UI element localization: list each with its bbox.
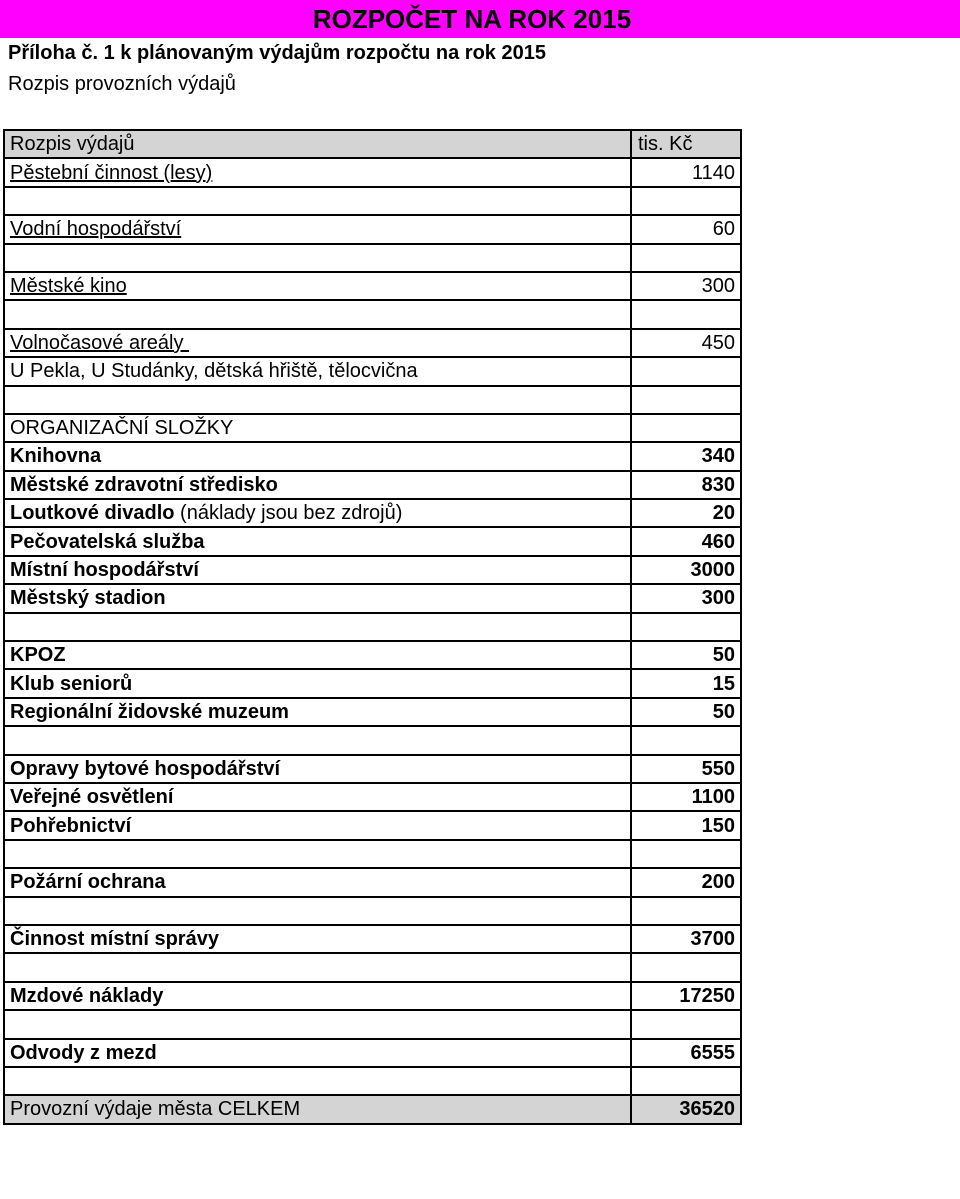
table-row [4, 982, 741, 1010]
table-row [4, 442, 741, 470]
row-value: 550 [631, 755, 741, 783]
row-label-main: Loutkové divadlo [10, 502, 175, 525]
row-label: Místní hospodářství [4, 556, 631, 584]
row-label: Mzdové náklady [4, 982, 631, 1010]
row-label: Regionální židovské muzeum [4, 698, 631, 726]
table-row [4, 783, 741, 811]
row-value: 1140 [631, 158, 741, 186]
table-row-empty [4, 613, 741, 641]
row-label: Volnočasové areály [4, 329, 631, 357]
row-value: 17250 [631, 982, 741, 1010]
table-row [4, 584, 741, 612]
header-unit: tis. Kč [631, 130, 741, 158]
table-row [4, 414, 741, 442]
table-row [4, 158, 741, 186]
total-value: 36520 [631, 1095, 741, 1123]
subtitle-breakdown: Rozpis provozních výdajů [8, 73, 236, 95]
table-row [4, 357, 741, 385]
table-row [4, 698, 741, 726]
row-value [631, 414, 741, 442]
row-label: Odvody z mezd [4, 1039, 631, 1067]
row-value: 450 [631, 329, 741, 357]
row-value: 340 [631, 442, 741, 470]
table-row [4, 669, 741, 697]
table-row [4, 215, 741, 243]
table-row [4, 641, 741, 669]
table-row-empty [4, 840, 741, 868]
row-value: 460 [631, 527, 741, 555]
table-row [4, 811, 741, 839]
row-value: 3700 [631, 925, 741, 953]
row-value: 830 [631, 471, 741, 499]
table-row [4, 329, 741, 357]
section-heading: ORGANIZAČNÍ SLOŽKY [4, 414, 631, 442]
table-row [4, 925, 741, 953]
row-label: Městské kino [4, 272, 631, 300]
table-row-empty [4, 1010, 741, 1038]
total-row [4, 1095, 741, 1123]
row-value: 60 [631, 215, 741, 243]
table-row [4, 499, 741, 527]
row-label: Vodní hospodářství [4, 215, 631, 243]
table-row [4, 1039, 741, 1067]
row-value: 20 [631, 499, 741, 527]
table-row-empty [4, 726, 741, 754]
table-row [4, 556, 741, 584]
row-label: Knihovna [4, 442, 631, 470]
row-label: Činnost místní správy [4, 925, 631, 953]
row-value: 50 [631, 698, 741, 726]
row-label: Městský stadion [4, 584, 631, 612]
table-row-empty [4, 897, 741, 925]
row-label-note: (náklady jsou bez zdrojů) [180, 502, 403, 525]
row-value: 3000 [631, 556, 741, 584]
table-row-empty [4, 244, 741, 272]
row-value [631, 357, 741, 385]
header-label: Rozpis výdajů [4, 130, 631, 158]
table-row-empty [4, 187, 741, 215]
subtitle-attachment: Příloha č. 1 k plánovaným výdajům rozpočtu na rok 2015 [8, 42, 546, 64]
row-value: 200 [631, 868, 741, 896]
row-label: Pohřebnictví [4, 811, 631, 839]
budget-table [3, 129, 742, 1125]
table-row [4, 868, 741, 896]
row-value: 150 [631, 811, 741, 839]
row-value: 6555 [631, 1039, 741, 1067]
title-banner [0, 0, 960, 38]
row-value: 1100 [631, 783, 741, 811]
table-row-empty [4, 300, 741, 328]
row-label: U Pekla, U Studánky, dětská hřiště, tělocvična [4, 357, 631, 385]
row-label: Pěstební činnost (lesy) [4, 158, 631, 186]
row-label: Městské zdravotní středisko [4, 471, 631, 499]
table-row [4, 755, 741, 783]
row-value: 50 [631, 641, 741, 669]
total-label: Provozní výdaje města CELKEM [4, 1095, 631, 1123]
row-label: Klub seniorů [4, 669, 631, 697]
row-label: Požární ochrana [4, 868, 631, 896]
table-row-empty [4, 386, 741, 414]
row-value: 300 [631, 272, 741, 300]
row-value: 300 [631, 584, 741, 612]
table-row [4, 471, 741, 499]
table-row-empty [4, 1067, 741, 1095]
row-label: Opravy bytové hospodářství [4, 755, 631, 783]
row-label: KPOZ [4, 641, 631, 669]
table-header-row [4, 130, 741, 158]
page-title: ROZPOČET NA ROK 2015 [312, 4, 632, 34]
row-label: Pečovatelská služba [4, 527, 631, 555]
table-row [4, 272, 741, 300]
table-row [4, 527, 741, 555]
row-label: Veřejné osvětlení [4, 783, 631, 811]
row-label [4, 499, 631, 527]
row-value: 15 [631, 669, 741, 697]
table-row-empty [4, 953, 741, 981]
